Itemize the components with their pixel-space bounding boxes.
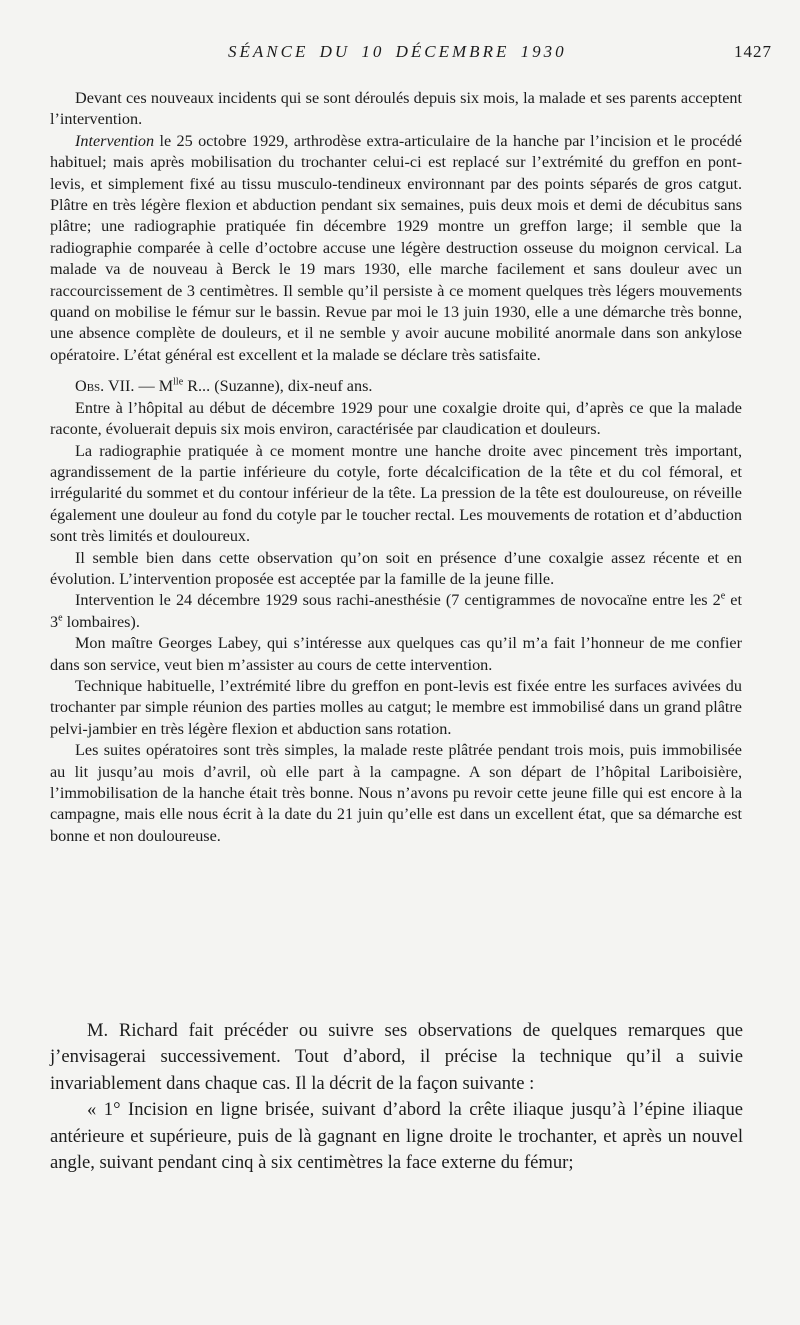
observation-text: R... (Suzanne), dix-neuf ans. bbox=[183, 377, 373, 396]
observation-heading bbox=[50, 376, 742, 397]
paragraph: Mon maître Georges Labey, qui s’intéresse aux quelques cas qu’il m’a fait l’honneur de me confier dans son service, veut bien m’assister au cours de cette intervention. bbox=[50, 634, 742, 674]
paragraph-text: lombaires). bbox=[62, 612, 140, 631]
paragraph: M. Richard fait précéder ou suivre ses observations de quelques remarques que j’envisagerai successivement. Tout d’abord, il précise la technique qu’il a suivie invariablement dans chaque cas. Il la décrit de la façon suivante : bbox=[50, 1020, 743, 1094]
paragraph: Entre à l’hôpital au début de décembre 1929 pour une coxalgie droite qui, d’après ce que la malade raconte, évoluerait depuis six mois environ, caractérisée par claudication et douleurs. bbox=[50, 398, 742, 439]
paragraph: Devant ces nouveaux incidents qui se sont déroulés depuis six mois, la malade et ses parents acceptent l’intervention. bbox=[50, 89, 742, 129]
paragraph-text: et 3 bbox=[50, 591, 742, 631]
superscript: e bbox=[720, 590, 726, 602]
running-title: SÉANCE DU 10 DÉCEMBRE 1930 bbox=[228, 42, 567, 61]
observation-text: — M bbox=[134, 377, 174, 396]
case-report-text bbox=[50, 88, 742, 847]
paragraph: Technique habituelle, l’extrémité libre du greffon en pont-levis est fixée entre les surfaces avivées du trochanter par simple réunion des parties molles au catgut; le membre est immobilisé dans un grand plâtre pelvi-jambier en très légère flexion et abduction sans rotation. bbox=[50, 676, 742, 738]
paragraph: Il semble bien dans cette observation qu’on soit en présence d’une coxalgie assez récente et en évolution. L’intervention proposée est acceptée par la famille de la jeune fille. bbox=[50, 548, 742, 588]
paragraph bbox=[50, 131, 742, 366]
paragraph: Les suites opératoires sont très simples, la malade reste plâtrée pendant trois mois, puis immobilisée au lit jusqu’au mois d’avril, où elle part à la campagne. A son départ de l’hôpital Lariboisière, l’immobilisation de la hanche était très bonne. Nous n’avons pu revoir cette jeune fille qui est encore à la campagne, mais elle nous écrit à la date du 21 juin qu’elle est dans un excellent état, que sa démarche est bonne et non douloureuse. bbox=[50, 741, 742, 845]
paragraph bbox=[50, 590, 742, 633]
italic-lead: Intervention bbox=[75, 131, 155, 150]
page-header bbox=[0, 42, 800, 66]
paragraph: « 1° Incision en ligne brisée, suivant d’abord la crête iliaque jusqu’à l’épine iliaque antérieure et supérieure, puis de là gagnant en ligne droite le trochanter, et après un nouvel angle, suivant pendant cinq à six centimètres la face externe du fémur; bbox=[50, 1099, 743, 1174]
paragraph: La radiographie pratiquée à ce moment montre une hanche droite avec pincement très important, agrandissement de la partie inférieure du cotyle, forte décalcification de la tête et du col fémoral, et irrégularité du sommet et du contour inférieur de la tête. La pression de la tête est douloureuse, on réveille également une douleur au fond du cotyle par le toucher rectal. Les mouvements de rotation et d’abduction sont très limités et douloureux. bbox=[50, 441, 742, 546]
superscript: e bbox=[58, 612, 63, 624]
page-number: 1427 bbox=[734, 42, 772, 61]
observation-label: Obs. VII. bbox=[75, 377, 135, 396]
superscript: lle bbox=[173, 376, 184, 388]
paragraph-text: le 25 octobre 1929, arthrodèse extra-articulaire de la hanche par l’incision et le procédé habituel; mais après mobilisation du trochanter celui-ci est replacé sur l’extrémité du greffon en pont-levis, et simplement fixé au tissu musculo-tendineux environnant par des points séparés de gros catgut. Plâtre en très légère flexion et abduction pendant six semaines, puis deux mois et demi de décubitus sans plâtre; une radiographie pratiquée fin décembre 1929 montre un greffon large; il semble que la radiographie comparée à celle d’octobre accuse une légère destruction osseuse du moignon cervical. La malade va de nouveau à Berck le 19 mars 1930, elle marche facilement et sans douleur avec un raccourcissement de 3 centimètres. Il semble qu’il persiste à ce moment quelques très légers mouvements quand on mobilise le fémur sur le bassin. Revue par moi le 13 juin 1930, elle a une démarche très bonne, une absence complète de douleurs, et il ne semble y avoir aucune mobilité anormale dans son ankylose opératoire. L’état général est excellent et la malade se déclare très satisfaite. bbox=[50, 131, 742, 364]
paragraph-text: Intervention le 24 décembre 1929 sous rachi-anesthésie (7 centigrammes de novocaïne entre les 2 bbox=[75, 591, 721, 610]
commentary-text bbox=[50, 1018, 743, 1176]
